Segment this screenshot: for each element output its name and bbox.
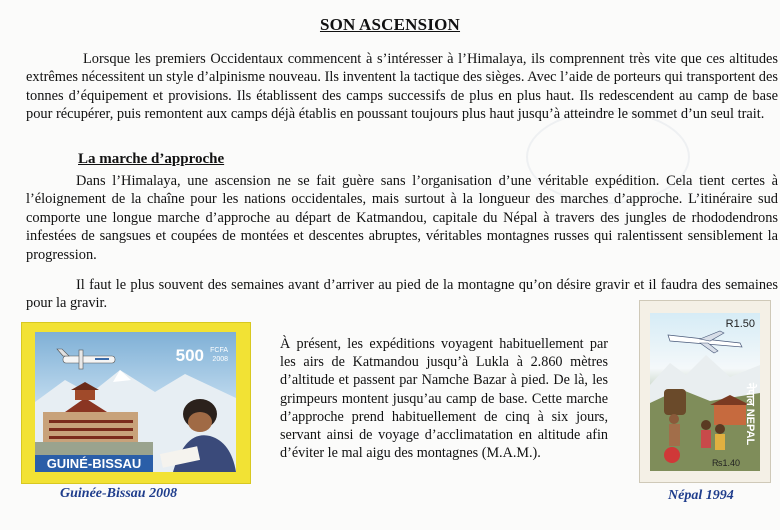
- stamp-image: [35, 332, 236, 472]
- section-subtitle: La marche d’approche: [78, 151, 225, 167]
- stamp-year: 2008: [212, 356, 228, 363]
- stamp-image: [650, 313, 760, 471]
- guinea-bissau-stamp: [22, 323, 250, 483]
- stamp-caption-guinea: Guinée-Bissau 2008: [60, 486, 178, 501]
- emblem-icon: [664, 447, 680, 463]
- weeks-paragraph: Il faut le plus souvent des semaines avant d’arriver au pied de la montagne qu’on désire gravir et il faudra des semaines pour la gravir.: [26, 277, 778, 312]
- stamp-value: 500: [175, 346, 204, 365]
- stamp-illustration: [35, 332, 236, 472]
- airplane-icon: [668, 331, 742, 353]
- travel-paragraph: À présent, les expéditions voyagent habituellement par les airs de Katmandou jusqu’à Lukla à 2.860 mètres d’altitude et passent par Namche Bazar à pied. De là, les grimpeurs montent jusqu’au camp de base. Cette marche d’approche prend habituellement de cinq à six jours, servant ainsi de voyage d’acclimatation en altitude afin d’éviter le mal aigu des montagnes (M.A.M.).: [280, 336, 608, 462]
- page-title: SON ASCENSION: [319, 15, 461, 34]
- stamp-country: GUINÉ-BISSAU: [35, 455, 153, 472]
- stamp-currency: FCFA: [210, 347, 228, 354]
- svg-text:₨1.40: ₨1.40: [712, 458, 740, 468]
- stamp-value: R1.50: [725, 318, 755, 330]
- stamp-country: नेपाल NEPAL: [744, 383, 756, 446]
- intro-paragraph: Lorsque les premiers Occidentaux commencent à s’intéresser à l’Himalaya, ils comprennent très vite que ces altitudes extrêmes nécessitent un style d’alpinisme nouveau. Ils inventent la tactique des sièges. Avec l’aide de porteurs qui transportent des tonnes d’équipement et provisions. Ils établissent des camps successifs de plus en plus haut. Ils redescendent au camp de base pour récupérer, puis remontent aux camps déjà établis en poussant toujours plus haut jusqu’à atteindre le sommet d’un seul trait.: [26, 51, 778, 123]
- approach-paragraph: Dans l’Himalaya, une ascension ne se fait guère sans l’organisation d’une véritable expédition. Cela tient certes à l’éloignement de la chaîne pour les nations occidentales, mais surtout à la longueur des marches d’approche. L’itinéraire sud comporte une longue marche d’approche au départ de Katmandou, capitale du Népal à travers des jungles de rhododendrons infestées de sangsues et coupées de montées et descentes abruptes, véritables montagnes russes qui ralentissent sensiblement la progression.: [26, 173, 778, 263]
- nepal-stamp: [640, 301, 770, 482]
- stamp-caption-nepal: Népal 1994: [668, 488, 734, 503]
- airplane-icon: [57, 349, 115, 369]
